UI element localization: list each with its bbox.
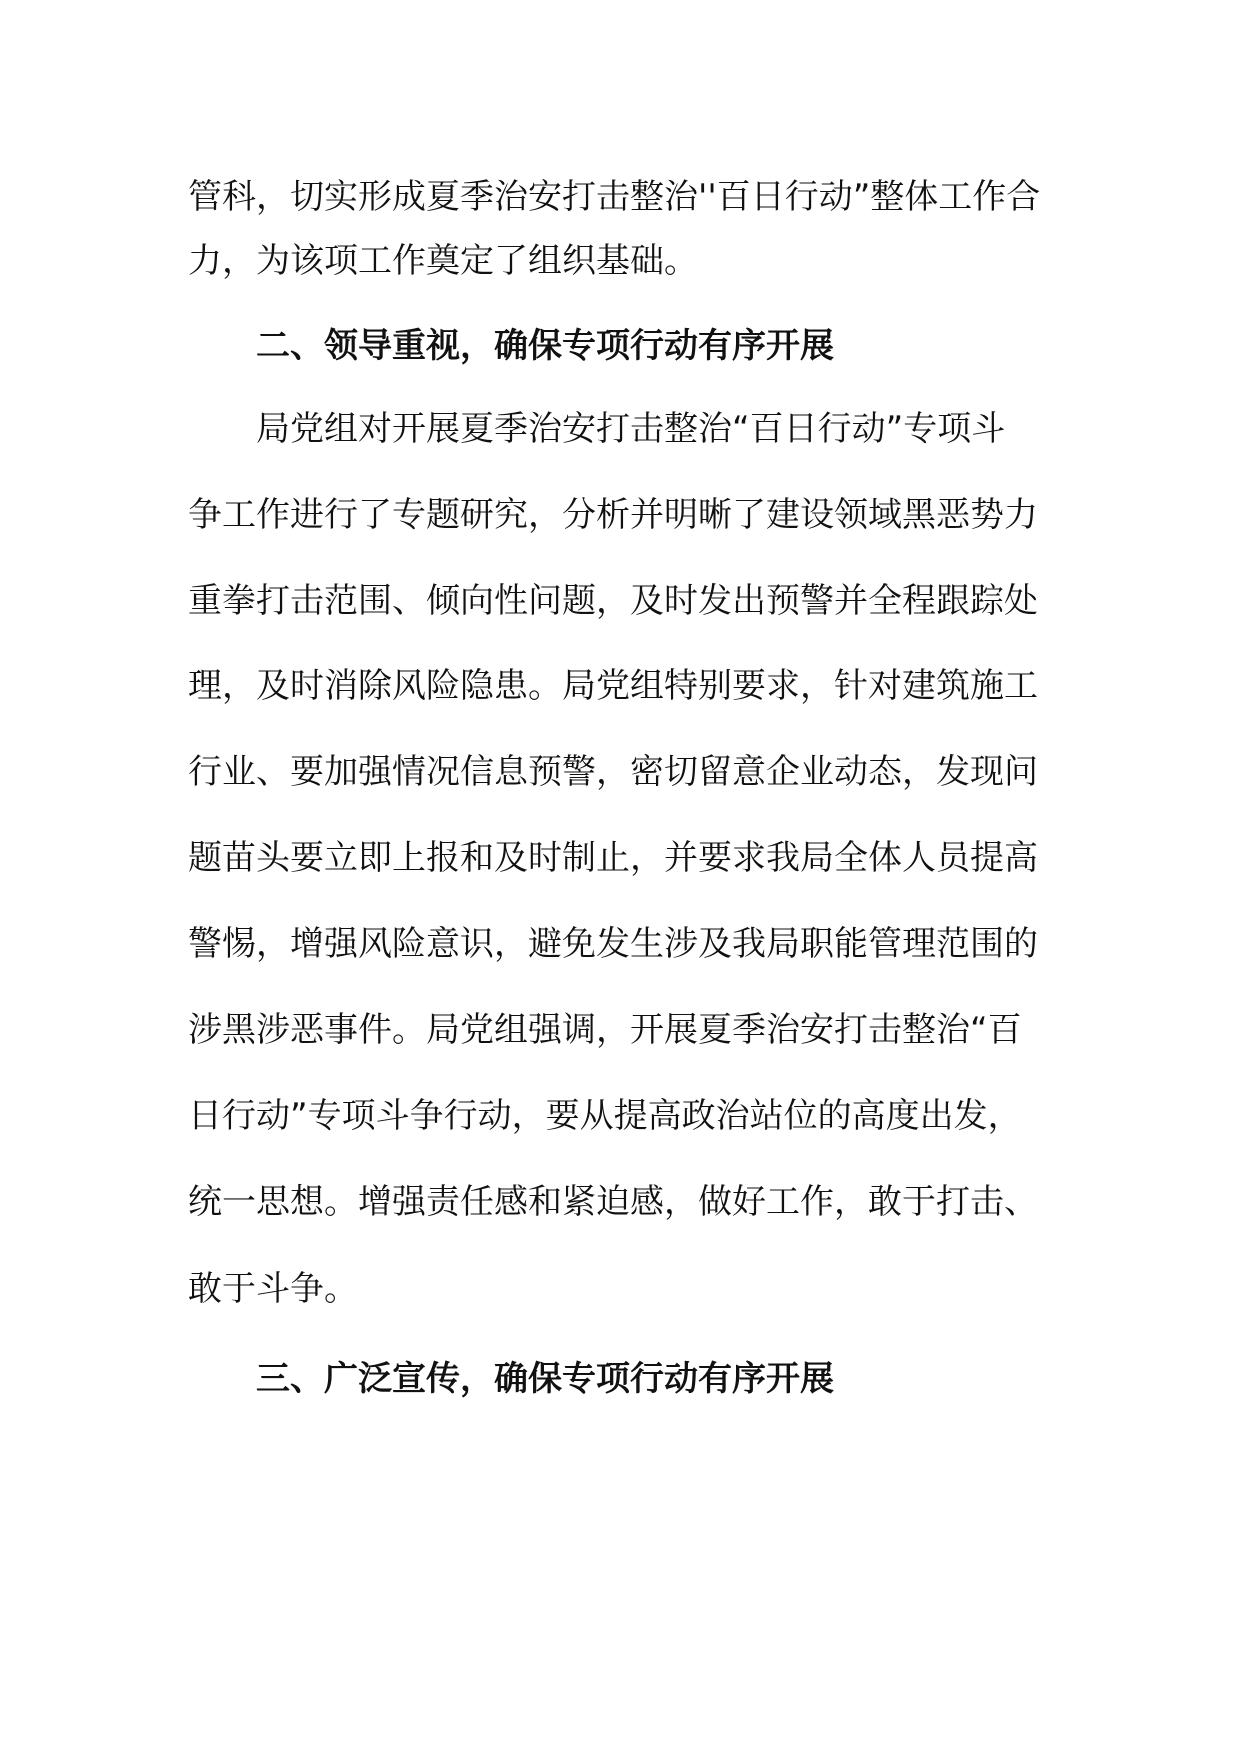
paragraph-line: 局党组对开展夏季治安打击整治“百日行动”专项斗	[256, 409, 1006, 449]
paragraph-line: 争工作进行了专题研究，分析并明晰了建设领域黑恶势力	[188, 495, 1038, 535]
paragraph-line: 涉黑涉恶事件。局党组强调，开展夏季治安打击整治“百	[188, 1010, 1022, 1050]
paragraph-line: 理，及时消除风险隐患。局党组特别要求，针对建筑施工	[188, 666, 1038, 706]
paragraph-line: 题苗头要立即上报和及时制止，并要求我局全体人员提高	[188, 838, 1038, 878]
paragraph-line: 日行动”专项斗争行动，要从提高政治站位的高度出发，	[188, 1096, 1022, 1136]
paragraph-line: 管科，切实形成夏季治安打击整治''百日行动”整体工作合	[188, 177, 1041, 217]
paragraph-line: 警惕，增强风险意识，避免发生涉及我局职能管理范围的	[188, 924, 1038, 964]
section-heading: 二、领导重视，确保专项行动有序开展	[256, 326, 834, 366]
paragraph-line: 力，为该项工作奠定了组织基础。	[188, 241, 698, 281]
paragraph-line: 敢于斗争。	[188, 1269, 358, 1309]
paragraph-line: 重拳打击范围、倾向性问题，及时发出预警并全程跟踪处	[188, 581, 1038, 621]
paragraph-line: 统一思想。增强责任感和紧迫感，做好工作，敢于打击、	[188, 1182, 1038, 1222]
section-heading: 三、广泛宣传，确保专项行动有序开展	[256, 1359, 834, 1399]
paragraph-line: 行业、要加强情况信息预警，密切留意企业动态，发现问	[188, 752, 1038, 792]
